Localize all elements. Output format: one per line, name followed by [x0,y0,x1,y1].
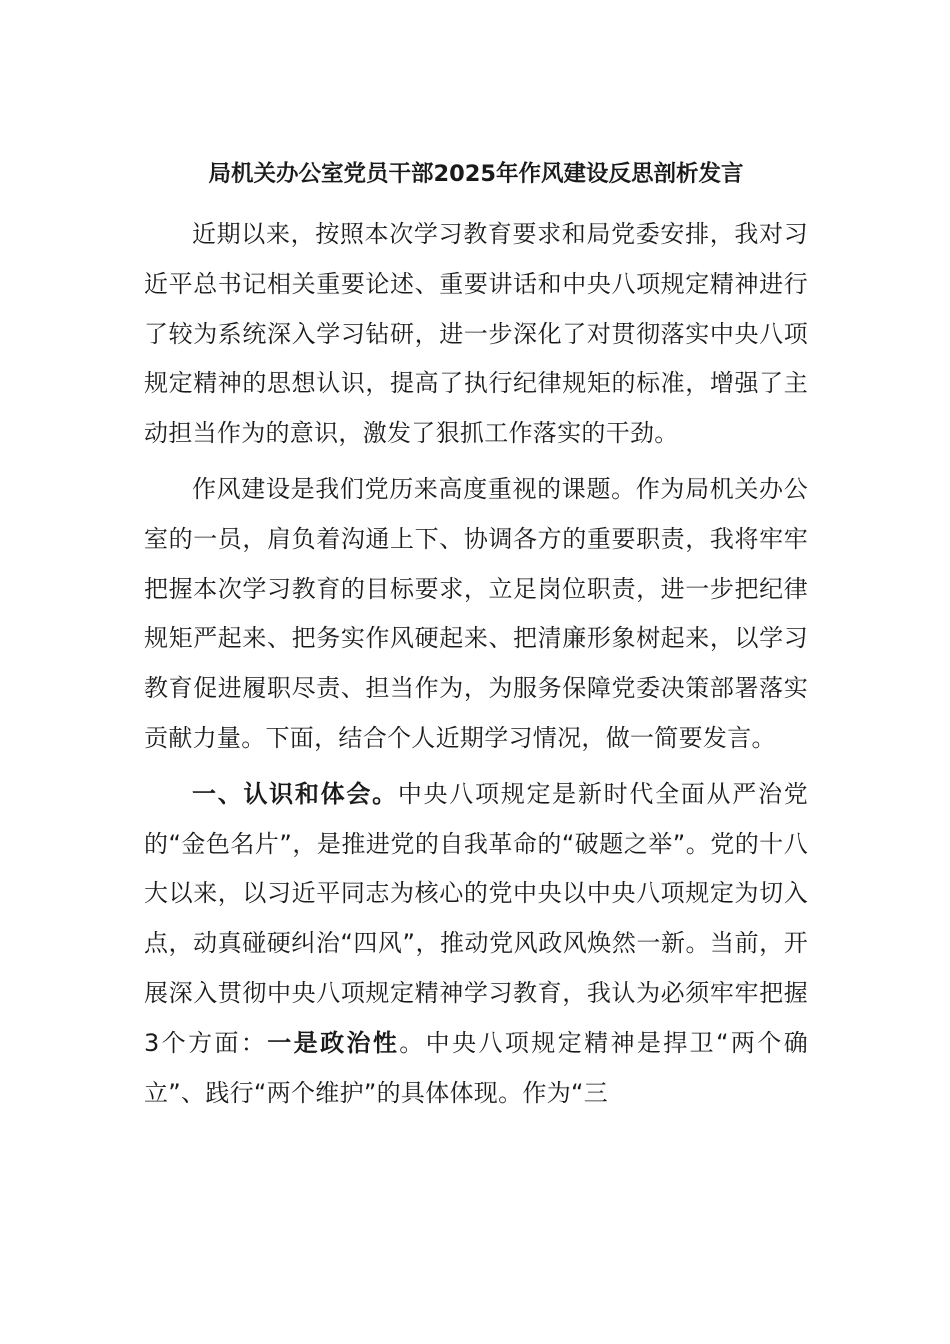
paragraph-text-part-a: 中央八项规定是新时代全面从严治党的“金色名片”，是推进党的自我革命的“破题之举”。党的十八大以来，以习近平同志为核心的党中央以中央八项规定为切入点，动真碰硬纠治“四风”，推动党风政风焕然一新。当前，开展深入贯彻中央八项规定精神学习教育，我认为必须牢牢把握3个方面： [144,779,808,1057]
emphasis-political: 一是政治性 [267,1028,400,1057]
document-title: 局机关办公室党员干部2025年作风建设反思剖析发言 [208,161,744,187]
paragraph-understanding [144,770,808,1119]
document-body [144,152,808,1124]
paragraph-text-part-b: 。中央八项规定精神是捍卫“两个确立”、践行“两个维护”的具体体现。作为“三 [144,1028,809,1107]
paragraph-style-building: 作风建设是我们党历来高度重视的课题。作为局机关办公室的一员，肩负着沟通上下、协调各方的重要职责，我将牢牢把握本次学习教育的目标要求，立足岗位职责，进一步把纪律规矩严起来、把务实作风硬起来、把清廉形象树起来，以学习教育促进履职尽责、担当作为，为服务保障党委决策部署落实贡献力量。下面，结合个人近期学习情况，做一简要发言。 [144,474,808,752]
section-heading: 一、认识和体会。 [192,779,398,808]
paragraph-intro: 近期以来，按照本次学习教育要求和局党委安排，我对习近平总书记相关重要论述、重要讲话和中央八项规定精神进行了较为系统深入学习钻研，进一步深化了对贯彻落实中央八项规定精神的思想认识，提高了执行纪律规矩的标准，增强了主动担当作为的意识，激发了狠抓工作落实的干劲。 [144,220,808,448]
